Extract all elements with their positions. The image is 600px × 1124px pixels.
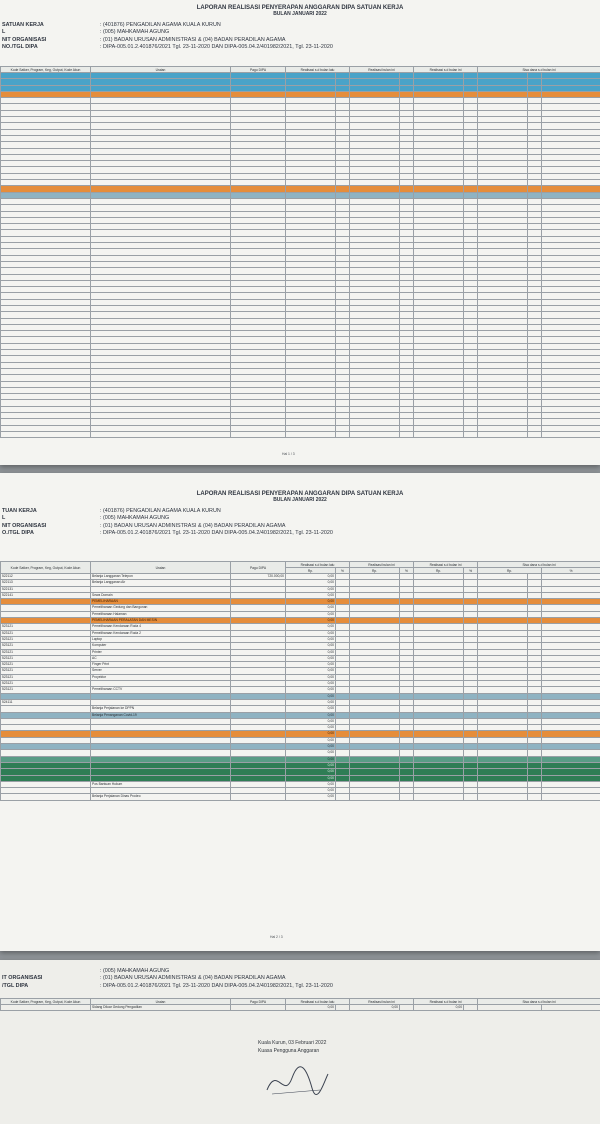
col-header: Sisa dana s.d bulan ini (478, 562, 600, 568)
cell-month-pct (400, 431, 414, 437)
cell-prev: 0,00 (286, 668, 336, 674)
cell-desc: Belanja Perjalanan Dinas Prodeo (91, 794, 231, 800)
cell-month: 0,00 (350, 1005, 400, 1011)
header-key: NIT ORGANISASI (2, 36, 47, 43)
col-header: Realisasi s.d bulan lalu (286, 67, 350, 73)
cell-prev: 0,00 (286, 605, 336, 611)
col-header: Realisasi s.d bulan lalu (286, 562, 350, 568)
cell-desc: Belanja Perjalanan ke DPPN (91, 706, 231, 712)
cell-desc: Belanja Langganan Telepon (91, 574, 231, 580)
cell-prev: 0,00 (286, 769, 336, 775)
sign-role: Kuasa Pengguna Anggaran (258, 1048, 320, 1054)
cell-prev: 0,00 (286, 762, 336, 768)
page-number: Hal 1 / 3 (282, 452, 295, 456)
cell-prev: 0,00 (286, 681, 336, 687)
cell-total: 0,00 (414, 1005, 464, 1011)
col-header: Uraian (91, 999, 231, 1005)
cell-prev: 0,00 (286, 592, 336, 598)
col-header: Realisasi bulan ini (350, 562, 414, 568)
header-value: : (005) MAHKAMAH AGUNG (100, 968, 170, 974)
cell-prev: 0,00 (286, 744, 336, 750)
cell-prev: 0,00 (286, 756, 336, 762)
cell-prev: 0,00 (286, 618, 336, 624)
cell-code (1, 794, 91, 800)
col-header: Kode Satker, Program, Keg, Output, Kode Akun (1, 562, 91, 574)
report-subtitle: BULAN JANUARI 2022 (273, 497, 327, 503)
header-value: : (005) MAHKAMAH AGUNG (100, 515, 170, 522)
cell-prev: 0,00 (286, 788, 336, 794)
cell-prev: 0,00 (286, 674, 336, 680)
cell-prev: 0,00 (286, 586, 336, 592)
col-header: Realisasi bulan ini (350, 999, 414, 1005)
col-header: Pagu DIPA (231, 999, 286, 1005)
cell-code: 523121 (1, 636, 91, 642)
header-key: IT ORGANISASI (2, 975, 43, 982)
table-body (1, 574, 600, 801)
cell-pagu: 720.000,00 (231, 574, 286, 580)
header-value: : (01) BADAN URUSAN ADMINISTRASI & (04) BADAN PERADILAN AGAMA (100, 522, 286, 529)
cell-month (350, 431, 400, 437)
cell-desc: Printer (91, 649, 231, 655)
cell-prev: 0,00 (286, 794, 336, 800)
cell-prev: 0,00 (286, 750, 336, 756)
cell-prev: 0,00 (286, 712, 336, 718)
cell-code: 522141 (1, 592, 91, 598)
cell-pagu (231, 1005, 286, 1011)
cell-prev: 0,00 (286, 706, 336, 712)
cell-code: 523121 (1, 681, 91, 687)
cell-code: 523121 (1, 662, 91, 668)
col-header: Uraian (91, 562, 231, 574)
header-value: : DIPA-005.01.2.401876/2021 Tgl. 23-11-2020 DAN DIPA-005.04.2/401982/2021, Tgl. 23-11-2020 (100, 530, 333, 537)
col-header: Realisasi s.d bulan ini (414, 67, 478, 73)
cell-code: 523121 (1, 630, 91, 636)
cell-prev: 0,00 (286, 718, 336, 724)
cell-remain (478, 794, 528, 800)
cell-prev: 0,00 (286, 737, 336, 743)
header-value: : DIPA-005.01.2.401876/2021 Tgl. 23-11-2020 DAN DIPA-005.04.2/401982/2021, Tgl. 23-11-2020 (100, 44, 333, 51)
cell-prev: 0,00 (286, 731, 336, 737)
cell-total (414, 794, 464, 800)
cell-code: 523121 (1, 643, 91, 649)
cell-prev: 0,00 (286, 580, 336, 586)
cell-remain (478, 431, 528, 437)
cell-prev: 0,00 (286, 630, 336, 636)
cell-prev-pct (336, 431, 350, 437)
cell-remain-pct (528, 431, 542, 437)
cell-prev: 0,00 (286, 725, 336, 731)
cell-prev: 0,00 (286, 574, 336, 580)
header-value: : (401876) PENGADILAN AGAMA KUALA KURUN (100, 22, 221, 28)
cell-blank (542, 431, 600, 437)
col-header: Realisasi bulan ini (350, 67, 414, 73)
cell-code: 522112 (1, 574, 91, 580)
subcol-header: % (400, 568, 414, 574)
report-header (0, 968, 600, 990)
cell-desc: Sewa Domain (91, 592, 231, 598)
cell-desc: Proyektor (91, 674, 231, 680)
header-key: O./TGL DIPA (2, 530, 34, 537)
col-header: Kode Satker, Program, Keg, Output, Kode Akun (1, 67, 91, 73)
cell-code: 523121 (1, 674, 91, 680)
cell-pagu (231, 794, 286, 800)
cell-blank (542, 794, 600, 800)
cell-desc: Belanja Langganan Air (91, 580, 231, 586)
col-header: Uraian (91, 67, 231, 73)
cell-prev: 0,00 (286, 611, 336, 617)
report-subtitle: BULAN JANUARI 2022 (273, 11, 327, 17)
cell-desc: Pos Bantuan Hukum (91, 781, 231, 787)
cell-code: 523121 (1, 668, 91, 674)
table-row (1, 431, 600, 437)
col-header: Sisa dana s.d bulan ini (478, 67, 600, 73)
header-key: L (2, 515, 6, 522)
report-header (0, 22, 600, 52)
subcol-header: % (464, 568, 478, 574)
header-key: NO./TGL DIPA (2, 44, 38, 51)
cell-prev: 0,00 (286, 693, 336, 699)
cell-prev: 0,00 (286, 781, 336, 787)
col-header: Realisasi s.d bulan ini (414, 562, 478, 568)
subcol-header: % (336, 568, 350, 574)
cell-pagu (231, 431, 286, 437)
cell-code: 524111 (1, 699, 91, 705)
cell-desc: Komputer (91, 643, 231, 649)
report-page-1 (0, 0, 600, 465)
col-header: Realisasi s.d bulan lalu (286, 999, 350, 1005)
cell-prev: 0,00 (286, 687, 336, 693)
report-header (0, 508, 600, 538)
cell-code: 522113 (1, 580, 91, 586)
col-header: Kode Satker, Program, Keg, Output, Kode Akun (1, 999, 91, 1005)
cell-desc: Pemeliharaan Kendaraan Roda 4 (91, 624, 231, 630)
cell-prev (286, 431, 336, 437)
cell-month-pct (400, 794, 414, 800)
header-value: : (401876) PENGADILAN AGAMA KUALA KURUN (100, 508, 221, 514)
report-title: LAPORAN REALISASI PENYERAPAN ANGGARAN DIPA SATUAN KERJA (196, 491, 404, 497)
cell-prev: 0,00 (286, 655, 336, 661)
cell-desc: PEMELIHARAAN (91, 599, 231, 605)
header-key: NIT ORGANISASI (2, 522, 47, 529)
sign-place-date: Kuala Kurun, 03 Februari 2022 (258, 1040, 327, 1046)
cell-code: 522131 (1, 586, 91, 592)
cell-desc: Laptop (91, 636, 231, 642)
cell-prev: 0,00 (286, 1005, 336, 1011)
cell-prev: 0,00 (286, 699, 336, 705)
page-number: Hal 2 / 3 (270, 935, 283, 939)
realization-table (0, 998, 600, 1011)
cell-prev: 0,00 (286, 649, 336, 655)
cell-desc: Sidang Diluar Gedung Pengadilan (91, 1005, 231, 1011)
col-header: Pagu DIPA (231, 562, 286, 574)
col-header: Pagu DIPA (231, 67, 286, 73)
cell-code: 523121 (1, 687, 91, 693)
header-value: : (01) BADAN URUSAN ADMINISTRASI & (04) BADAN PERADILAN AGAMA (100, 36, 286, 43)
cell-total-pct (464, 794, 478, 800)
report-page-3 (0, 960, 600, 1124)
cell-prev: 0,00 (286, 775, 336, 781)
table-row (1, 794, 600, 800)
report-title: LAPORAN REALISASI PENYERAPAN ANGGARAN DIPA SATUAN KERJA (196, 5, 404, 11)
subcol-header: Rp. (478, 568, 542, 574)
header-key: /TGL DIPA (2, 982, 29, 989)
table-body (1, 73, 600, 438)
cell-prev: 0,00 (286, 662, 336, 668)
cell-desc: Pemeliharaan Halaman (91, 611, 231, 617)
cell-code: 523121 (1, 649, 91, 655)
cell-month (350, 794, 400, 800)
realization-table (0, 561, 600, 801)
cell-code (1, 1005, 91, 1011)
cell-desc: Server (91, 668, 231, 674)
realization-table (0, 66, 600, 438)
cell-prev: 0,00 (286, 624, 336, 630)
cell-desc: Belanja Penanganan Covid-19 (91, 712, 231, 718)
header-key: L (2, 29, 6, 36)
cell-code (1, 431, 91, 437)
header-key: TUAN KERJA (2, 508, 37, 514)
col-header: Sisa dana s.d bulan ini (478, 999, 600, 1005)
cell-desc: Pemeliharaan Gedung dan Bangunan (91, 605, 231, 611)
cell-prev-pct (336, 794, 350, 800)
subcol-header: % (542, 568, 600, 574)
cell-desc: Pemeliharaan CCTV (91, 687, 231, 693)
table-row (1, 1005, 600, 1011)
cell-desc: PEMELIHARAAN PERALATAN DAN MESIN (91, 618, 231, 624)
cell-total (414, 431, 464, 437)
subcol-header: Rp. (350, 568, 400, 574)
cell-desc (91, 431, 231, 437)
signature-image (262, 1060, 332, 1100)
subcol-header: Rp. (286, 568, 336, 574)
header-value: : (005) MAHKAMAH AGUNG (100, 29, 170, 36)
cell-prev: 0,00 (286, 643, 336, 649)
cell-desc: Finger Print (91, 662, 231, 668)
cell-prev: 0,00 (286, 599, 336, 605)
col-header: Realisasi s.d bulan ini (414, 999, 478, 1005)
cell-remain-pct (528, 794, 542, 800)
cell-total-pct (464, 431, 478, 437)
cell-desc: Pemeliharaan Kendaraan Roda 2 (91, 630, 231, 636)
header-value: : (01) BADAN URUSAN ADMINISTRASI & (04) BADAN PERADILAN AGAMA (100, 975, 286, 982)
header-value: : DIPA-005.01.2.401876/2021 Tgl. 23-11-2020 DAN DIPA-005.04.2/401982/2021, Tgl. 23-11-2020 (100, 982, 333, 989)
subcol-header: Rp. (414, 568, 464, 574)
report-page-2 (0, 473, 600, 951)
cell-remain (478, 1005, 542, 1011)
header-key: SATUAN KERJA (2, 22, 44, 28)
cell-desc: AC (91, 655, 231, 661)
cell-code: 523121 (1, 624, 91, 630)
cell-prev: 0,00 (286, 636, 336, 642)
cell-code: 523121 (1, 655, 91, 661)
